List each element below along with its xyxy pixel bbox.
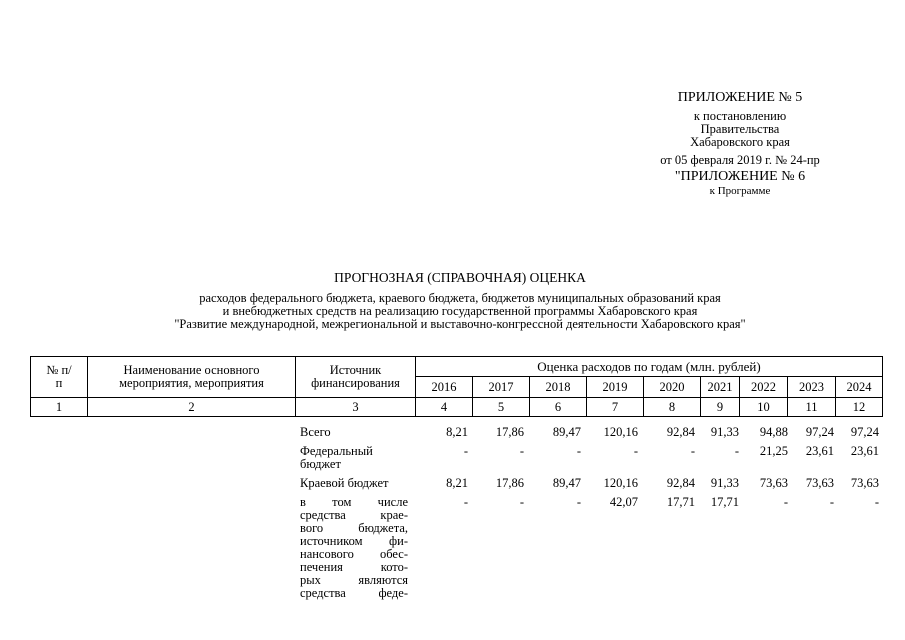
column-index: 7 [587, 398, 644, 417]
table-cell-value: - [576, 444, 581, 458]
table-cell-value: 17,86 [495, 476, 524, 490]
row-source-label-line: средства феде- [300, 586, 408, 600]
appendix-number: ПРИЛОЖЕНИЕ № 5 [677, 90, 803, 105]
year-header: 2023 [788, 377, 836, 398]
table-cell-value: - [829, 495, 834, 509]
table-cell-value: 17,71 [710, 495, 739, 509]
document-subtitle-line: "Развитие международной, межрегиональной и выставочно-конгрессной деятельности Хабаровского края" [174, 317, 746, 331]
row-source-label-line: рых являются [300, 573, 408, 587]
column-index: 9 [701, 398, 740, 417]
table-cell-value: - [874, 495, 879, 509]
document-subtitle-line: и внебюджетных средств на реализацию государственной программы Хабаровского края [222, 304, 698, 318]
appendix-decree: от 05 февраля 2019 г. № 24-пр [660, 153, 820, 167]
table-cell-value: 97,24 [850, 425, 879, 439]
column-index: 1 [31, 398, 88, 417]
table-cell-value: 91,33 [710, 425, 739, 439]
table-cell-value: 17,71 [666, 495, 695, 509]
column-index: 12 [836, 398, 883, 417]
table-cell-value: - [633, 444, 638, 458]
year-header: 2017 [473, 377, 530, 398]
table-cell-value: 42,07 [609, 495, 638, 509]
year-header: 2016 [416, 377, 473, 398]
table-cell-value: - [519, 495, 524, 509]
year-header: 2019 [587, 377, 644, 398]
table-cell-value: - [463, 495, 468, 509]
appendix-block [620, 90, 860, 198]
row-source-label-line: средства крае- [300, 508, 408, 522]
column-index: 6 [530, 398, 587, 417]
table-cell-value: - [783, 495, 788, 509]
table-cell-value: 94,88 [759, 425, 788, 439]
table-cell-value: - [576, 495, 581, 509]
table-cell-value: 89,47 [552, 476, 581, 490]
table-cell-value: - [734, 444, 739, 458]
row-source-label-line: в том числе [300, 495, 408, 509]
row-source-label-line: источником фи- [300, 534, 408, 548]
table-cell-value: - [463, 444, 468, 458]
row-source-label-line: нансового обес- [300, 547, 408, 561]
table-cell-value: 17,86 [495, 425, 524, 439]
table-cell-value: - [690, 444, 695, 458]
table-cell-value: 97,24 [805, 425, 834, 439]
table-cell-value: 21,25 [759, 444, 788, 458]
table-cell-value: 8,21 [446, 425, 468, 439]
row-source-label: Федеральный бюджет [300, 444, 373, 471]
year-header: 2024 [836, 377, 883, 398]
column-index: 8 [644, 398, 701, 417]
year-header: 2021 [701, 377, 740, 398]
column-index: 5 [473, 398, 530, 417]
column-header-estimate: Оценка расходов по годам (млн. рублей) [416, 357, 883, 377]
column-index: 10 [740, 398, 788, 417]
row-source-label: Краевой бюджет [300, 476, 389, 490]
appendix-line: Хабаровского края [690, 135, 790, 149]
estimate-table-header [30, 356, 883, 417]
row-source-label-line: печения кото- [300, 560, 408, 574]
table-cell-value: 120,16 [603, 425, 638, 439]
year-header: 2022 [740, 377, 788, 398]
table-cell-value: 92,84 [666, 425, 695, 439]
document-title: ПРОГНОЗНАЯ (СПРАВОЧНАЯ) ОЦЕНКА [334, 270, 586, 285]
table-cell-value: 89,47 [552, 425, 581, 439]
year-header: 2020 [644, 377, 701, 398]
table-cell-value: 92,84 [666, 476, 695, 490]
table-cell-value: 73,63 [850, 476, 879, 490]
document-subtitle-line: расходов федерального бюджета, краевого бюджета, бюджетов муниципальных образований края [199, 291, 721, 305]
column-index: 2 [88, 398, 296, 417]
table-cell-value: 120,16 [603, 476, 638, 490]
appendix-program: к Программе [709, 185, 771, 197]
table-cell-value: 23,61 [850, 444, 879, 458]
column-header-source: Источник финансирования [296, 357, 416, 398]
row-source-label-line: вого бюджета, [300, 521, 408, 535]
table-cell-value: 73,63 [805, 476, 834, 490]
table-cell-value: - [519, 444, 524, 458]
table-cell-value: 91,33 [710, 476, 739, 490]
column-index: 4 [416, 398, 473, 417]
column-index: 11 [788, 398, 836, 417]
year-header: 2018 [530, 377, 587, 398]
column-header-name: Наименование основного мероприятия, мероприятия [88, 357, 296, 398]
table-cell-value: 23,61 [805, 444, 834, 458]
row-source-label: Всего [300, 425, 331, 439]
table-cell-value: 73,63 [759, 476, 788, 490]
appendix-line: к постановлению [693, 109, 787, 123]
column-header-number: № п/п [31, 357, 88, 398]
column-index: 3 [296, 398, 416, 417]
table-cell-value: 8,21 [446, 476, 468, 490]
appendix-program-number: "ПРИЛОЖЕНИЕ № 6 [674, 169, 806, 184]
appendix-line: Правительства [700, 122, 780, 136]
